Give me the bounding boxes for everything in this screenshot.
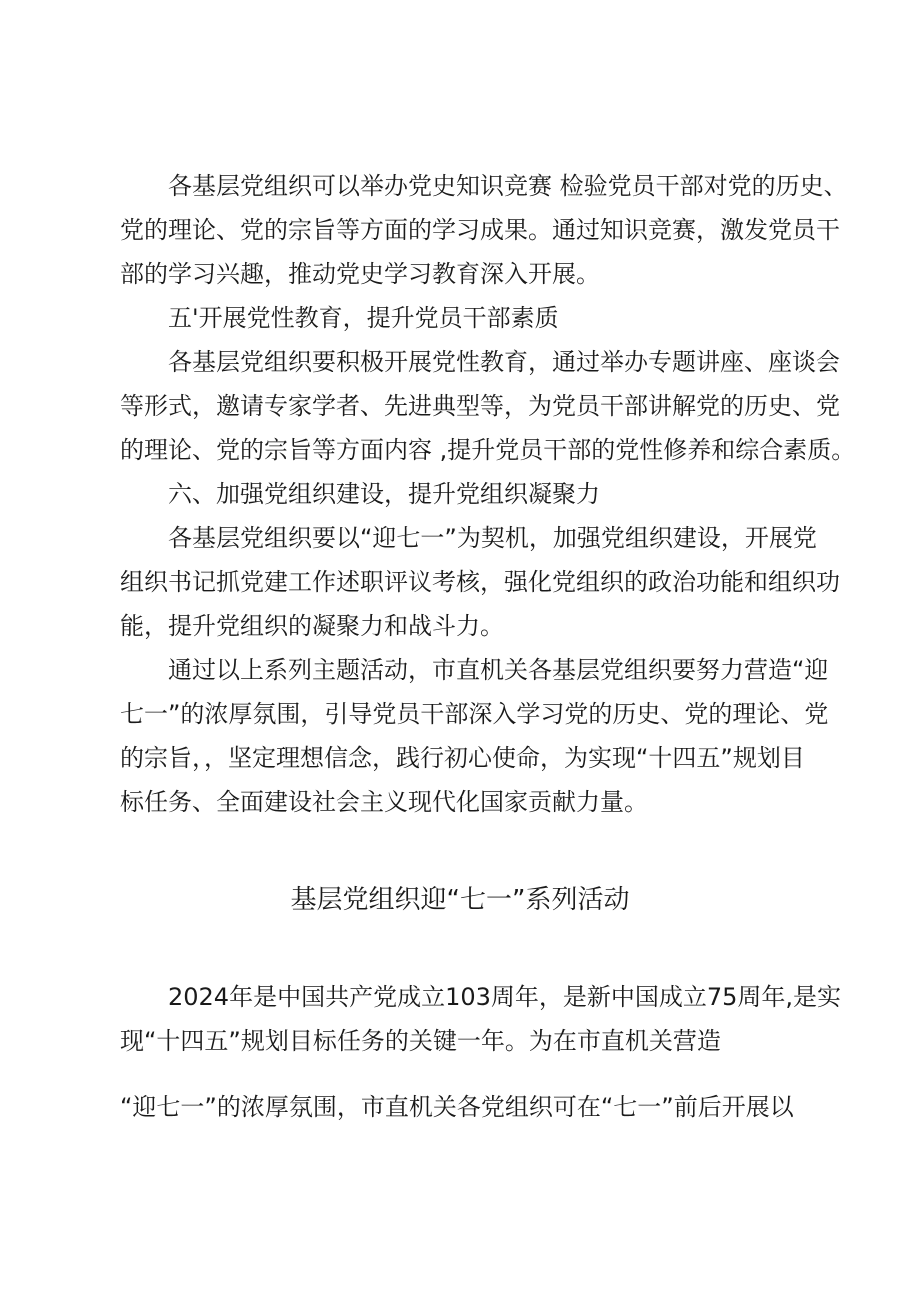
body-line: 组织书记抓党建工作述职评议考核，强化党组织的政治功能和组织功 xyxy=(120,568,840,596)
body-line: 2024年是中国共产党成立103周年，是新中国成立75周年,是实 xyxy=(168,983,842,1011)
body-line: 现“十四五”规划目标任务的关键一年。为在市直机关营造 xyxy=(120,1027,721,1055)
body-line: 部的学习兴趣，推动党史学习教育深入开展。 xyxy=(120,260,600,288)
body-line: 各基层党组织要积极开展党性教育，通过举办专题讲座、座谈会 xyxy=(168,348,840,376)
body-line: 的宗旨，，坚定理想信念，践行初心使命，为实现“十四五”规划目 xyxy=(120,744,805,772)
body-line: 能，提升党组织的凝聚力和战斗力。 xyxy=(120,612,504,640)
body-line: “迎七一”的浓厚氛围，市直机关各党组织可在“七一”前后开展以 xyxy=(120,1093,794,1121)
section-heading: 六、加强党组织建设，提升党组织凝聚力 xyxy=(168,480,600,508)
section-heading: 五'开展党性教育，提升党员干部素质 xyxy=(168,304,559,332)
section-title: 基层党组织迎“七一”系列活动 xyxy=(290,885,630,915)
body-line: 各基层党组织要以“迎七一”为契机，加强党组织建设，开展党 xyxy=(168,524,817,552)
body-line: 等形式，邀请专家学者、先进典型等，为党员干部讲解党的历史、党 xyxy=(120,392,840,420)
body-line: 标任务、全面建设社会主义现代化国家贡献力量。 xyxy=(120,788,648,816)
body-line: 七一”的浓厚氛围，引导党员干部深入学习党的历史、党的理论、党 xyxy=(120,700,829,728)
body-line: 通过以上系列主题活动，市直机关各基层党组织要努力营造“迎 xyxy=(168,656,829,684)
body-line: 党的理论、党的宗旨等方面的学习成果。通过知识竞赛，激发党员干 xyxy=(120,216,840,244)
body-line: 各基层党组织可以举办党史知识竞赛 检验党员干部对党的历史、 xyxy=(168,172,848,200)
body-line: 的理论、党的宗旨等方面内容 ,提升党员干部的党性修养和综合素质。 xyxy=(120,436,856,464)
